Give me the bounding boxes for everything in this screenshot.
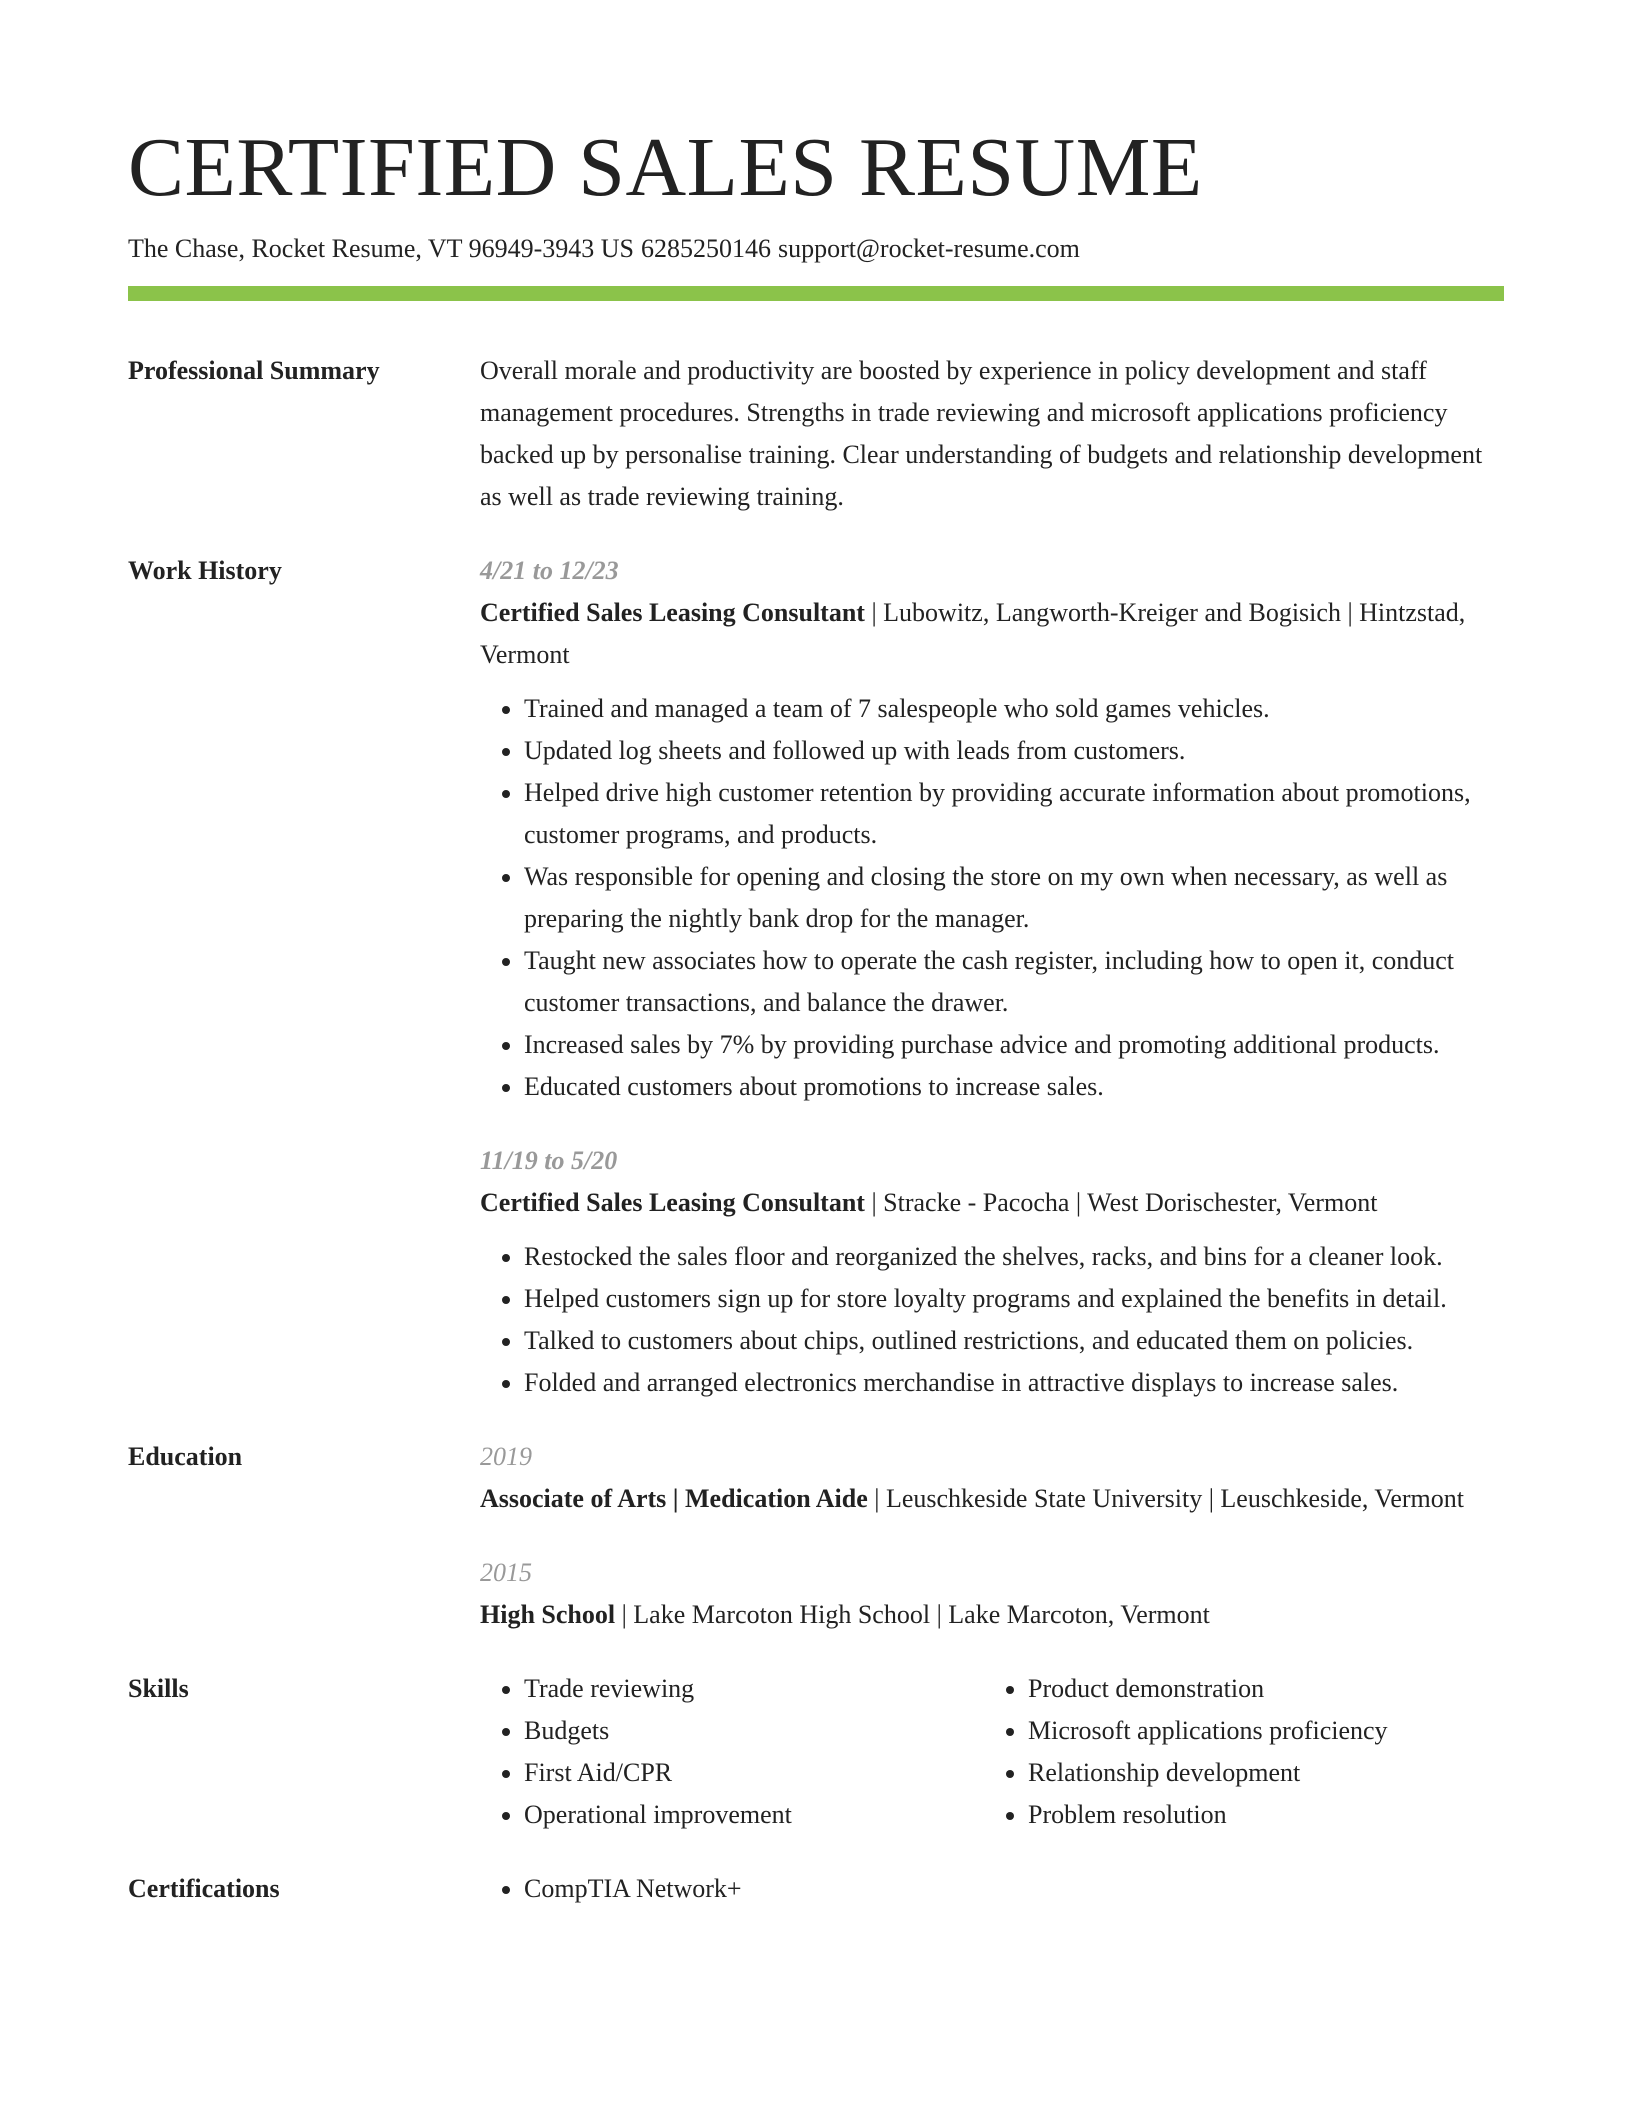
job-bullet: • Updated log sheets and followed up with leads from customers. — [524, 730, 1504, 772]
certification-item: • CompTIA Network+ — [524, 1868, 1504, 1910]
contact-email: support@rocket-resume.com — [777, 234, 1080, 263]
contact-phone: 6285250146 — [640, 234, 771, 263]
education-entry — [480, 1436, 1504, 1520]
job-employer: | Stracke - Pacocha | West Dorischester, Vermont — [864, 1188, 1378, 1217]
job-title: Certified Sales Leasing Consultant — [480, 598, 865, 627]
education-entry — [480, 1552, 1504, 1636]
section-work-history — [128, 550, 1504, 1404]
job-bullet: • Was responsible for opening and closing the store on my own when necessary, as well as preparing the nightly bank drop for the manager. — [524, 856, 1504, 940]
job-entry — [480, 550, 1504, 1108]
education-school: | Leuschkeside State University | Leuschkeside, Vermont — [867, 1484, 1464, 1513]
summary-text: Overall morale and productivity are boosted by experience in policy development and staff management procedures. Strengths in trade reviewing and microsoft applications proficiency backed up by personalise training. Clear understanding of budgets and relationship development as well as trade reviewing training. — [480, 356, 1483, 511]
job-role-line — [480, 1182, 1504, 1224]
job-bullet: • Increased sales by 7% by providing purchase advice and promoting additional products. — [524, 1024, 1504, 1066]
section-title-certifications: Certifications — [128, 1874, 280, 1903]
resume-title: CERTIFIED SALES RESUME — [128, 121, 1203, 214]
job-bullet: • Taught new associates how to operate the cash register, including how to open it, conduct customer transactions, and balance the drawer. — [524, 940, 1504, 1024]
education-school: | Lake Marcoton High School | Lake Marcoton, Vermont — [615, 1600, 1210, 1629]
education-degree: Associate of Arts | Medication Aide — [480, 1484, 868, 1513]
section-summary — [128, 350, 1504, 518]
job-role-line — [480, 592, 1504, 676]
certifications-list — [480, 1868, 1504, 1910]
skill-item: • Budgets — [524, 1710, 984, 1752]
job-entry — [480, 1140, 1504, 1404]
job-bullet: • Educated customers about promotions to increase sales. — [524, 1066, 1504, 1108]
section-title-education: Education — [128, 1442, 243, 1471]
section-title-summary: Professional Summary — [128, 356, 380, 385]
job-bullet: • Folded and arranged electronics merchandise in attractive displays to increase sales. — [524, 1362, 1504, 1404]
job-bullet: • Restocked the sales floor and reorganized the shelves, racks, and bins for a cleaner look. — [524, 1236, 1504, 1278]
job-bullets — [480, 1236, 1504, 1404]
skills-list-right — [984, 1668, 1504, 1836]
job-bullet: • Talked to customers about chips, outlined restrictions, and educated them on policies. — [524, 1320, 1504, 1362]
job-bullets — [480, 688, 1504, 1108]
section-skills — [128, 1668, 1504, 1836]
contact-address: The Chase, Rocket Resume, VT 96949-3943 US — [128, 234, 634, 263]
job-bullet: • Helped customers sign up for store loyalty programs and explained the benefits in detail. — [524, 1278, 1504, 1320]
education-year: 2019 — [480, 1442, 532, 1471]
education-line — [480, 1594, 1504, 1636]
skill-item: • Operational improvement — [524, 1794, 984, 1836]
job-bullet: • Helped drive high customer retention by providing accurate information about promotions, customer programs, and products. — [524, 772, 1504, 856]
job-employer: | Lubowitz, Langworth-Kreiger and Bogisich | Hintzstad, Vermont — [480, 598, 1466, 669]
skill-item: • Product demonstration — [1028, 1668, 1504, 1710]
skill-item: • Microsoft applications proficiency — [1028, 1710, 1504, 1752]
education-year: 2015 — [480, 1558, 532, 1587]
job-title: Certified Sales Leasing Consultant — [480, 1188, 865, 1217]
header-divider — [128, 286, 1504, 301]
skills-list-left — [480, 1668, 984, 1836]
skill-item: • Relationship development — [1028, 1752, 1504, 1794]
resume-sections — [128, 350, 1504, 1942]
education-line — [480, 1478, 1504, 1520]
skill-item: • First Aid/CPR — [524, 1752, 984, 1794]
job-bullet: • Trained and managed a team of 7 salespeople who sold games vehicles. — [524, 688, 1504, 730]
job-dates: 11/19 to 5/20 — [480, 1146, 618, 1175]
section-education — [128, 1436, 1504, 1636]
section-title-work: Work History — [128, 556, 282, 585]
contact-line — [128, 231, 1080, 267]
section-certifications — [128, 1868, 1504, 1910]
section-title-skills: Skills — [128, 1674, 189, 1703]
job-dates: 4/21 to 12/23 — [480, 556, 619, 585]
skill-item: • Problem resolution — [1028, 1794, 1504, 1836]
skill-item: • Trade reviewing — [524, 1668, 984, 1710]
education-degree: High School — [480, 1600, 616, 1629]
